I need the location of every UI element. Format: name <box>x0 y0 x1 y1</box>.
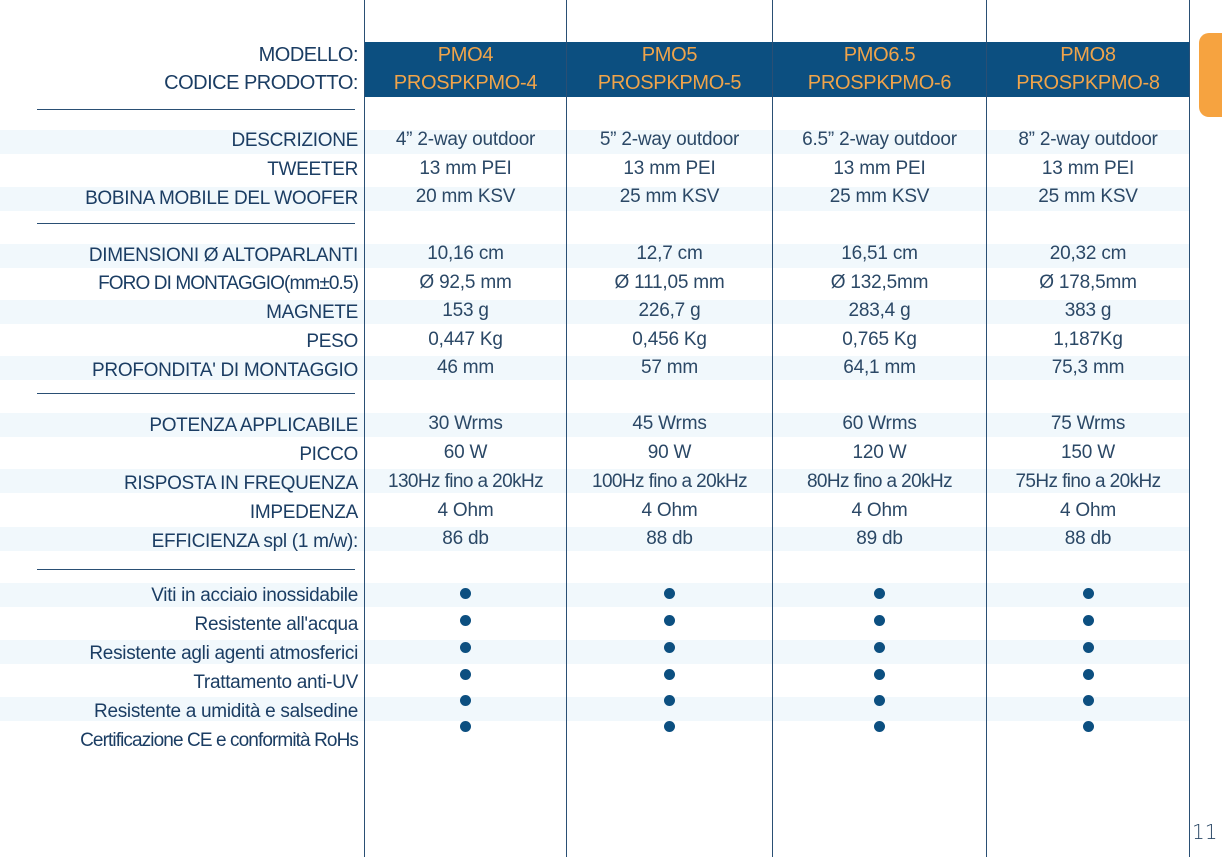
bullet-dot-icon <box>1083 669 1094 680</box>
bullet-dot-icon <box>1083 615 1094 626</box>
feature-dot <box>773 606 986 634</box>
spec-value: 4 Ohm <box>1059 500 1117 521</box>
spec-value: 100Hz fino a 20kHz <box>591 471 747 492</box>
spec-label-efficiency: EFFICIENZA spl (1 m/w): <box>151 531 358 552</box>
bullet-dot-icon <box>874 695 885 706</box>
section-divider <box>37 393 355 394</box>
bullet-dot-icon <box>460 642 471 653</box>
model-label: MODELLO: <box>258 44 358 66</box>
spec-value: 75Hz fino a 20kHz <box>1015 471 1161 492</box>
bullet-dot-icon <box>460 615 471 626</box>
feature-dot <box>987 579 1189 607</box>
section-divider <box>37 109 355 110</box>
bullet-dot-icon <box>664 588 675 599</box>
feature-label: Certificazione CE e conformità RoHs <box>80 730 358 751</box>
spec-value: Ø 92,5 mm <box>419 272 512 293</box>
spec-label-dimensions: DIMENSIONI Ø ALTOPARLANTI <box>88 245 358 266</box>
feature-label: Trattamento anti-UV <box>193 672 358 693</box>
section-divider <box>37 569 355 570</box>
spec-value: 86 db <box>442 528 489 549</box>
spec-value: 25 mm KSV <box>619 186 720 207</box>
feature-dot <box>773 712 986 740</box>
feature-dot <box>987 660 1189 688</box>
spec-label-power: POTENZA APPLICABILE <box>149 415 358 436</box>
bullet-dot-icon <box>1083 588 1094 599</box>
model-name: PMO8 <box>1060 44 1116 66</box>
spec-value: 13 mm PEI <box>1041 158 1135 179</box>
bullet-dot-icon <box>874 642 885 653</box>
spec-value: 64,1 mm <box>843 357 916 378</box>
spec-value: 46 mm <box>436 357 495 378</box>
feature-dot <box>365 633 566 661</box>
spec-value: 75 Wrms <box>1050 413 1126 434</box>
spec-value: 226,7 g <box>638 300 701 321</box>
product-code: PROSPKPMO-4 <box>393 72 538 94</box>
bullet-dot-icon <box>1083 642 1094 653</box>
product-code: PROSPKPMO-5 <box>597 72 742 94</box>
feature-dot <box>567 579 772 607</box>
spec-value: 30 Wrms <box>428 413 503 434</box>
spec-label-voice-coil: BOBINA MOBILE DEL WOOFER <box>85 188 358 209</box>
spec-label-mounting-depth: PROFONDITA' DI MONTAGGIO <box>92 360 358 381</box>
spec-value: 25 mm KSV <box>829 186 930 207</box>
spec-value: 120 W <box>852 442 907 463</box>
spec-value: 10,16 cm <box>427 243 504 264</box>
feature-dot <box>987 686 1189 714</box>
spec-label-peak: PICCO <box>299 444 358 465</box>
bullet-dot-icon <box>1083 695 1094 706</box>
spec-value: 16,51 cm <box>841 243 918 264</box>
spec-value: 13 mm PEI <box>833 158 926 179</box>
spec-value: 1,187Kg <box>1053 329 1123 350</box>
feature-dot <box>365 606 566 634</box>
section-divider <box>37 223 355 224</box>
feature-label: Resistente agli agenti atmosferici <box>89 643 358 664</box>
bullet-dot-icon <box>664 642 675 653</box>
spec-value: 8” 2-way outdoor <box>1018 129 1158 150</box>
bullet-dot-icon <box>664 721 675 732</box>
feature-dot <box>773 660 986 688</box>
spec-value: 150 W <box>1061 442 1115 463</box>
spec-value: 90 W <box>647 442 692 463</box>
feature-dot <box>365 660 566 688</box>
spec-value: 80Hz fino a 20kHz <box>806 471 953 492</box>
spec-value: 0,456 Kg <box>632 329 707 350</box>
spec-value: 45 Wrms <box>632 413 707 434</box>
spec-value: 6.5” 2-way outdoor <box>802 129 957 150</box>
feature-dot <box>773 633 986 661</box>
spec-value: 57 mm <box>640 357 699 378</box>
feature-dot <box>987 606 1189 634</box>
spec-value: 12,7 cm <box>636 243 703 264</box>
feature-dot <box>987 633 1189 661</box>
spec-value: 20,32 cm <box>1049 243 1127 264</box>
bullet-dot-icon <box>460 669 471 680</box>
model-name: PMO4 <box>437 44 494 66</box>
bullet-dot-icon <box>874 721 885 732</box>
spec-value: 4 Ohm <box>641 500 698 521</box>
spec-value: Ø 178,5mm <box>1039 272 1137 293</box>
bullet-dot-icon <box>664 615 675 626</box>
feature-dot <box>773 686 986 714</box>
feature-label: Viti in acciaio inossidabile <box>151 585 358 606</box>
spec-value: 5” 2-way outdoor <box>599 129 740 150</box>
spec-value: 25 mm KSV <box>1038 186 1138 207</box>
model-name: PMO5 <box>641 44 698 66</box>
bullet-dot-icon <box>460 588 471 599</box>
feature-label: Resistente all'acqua <box>194 614 358 635</box>
spec-value: 13 mm PEI <box>419 158 512 179</box>
bullet-dot-icon <box>874 588 885 599</box>
spec-value: 89 db <box>856 528 903 549</box>
bullet-dot-icon <box>664 695 675 706</box>
product-code: PROSPKPMO-8 <box>1016 72 1160 94</box>
spec-label-frequency-response: RISPOSTA IN FREQUENZA <box>123 473 358 494</box>
spec-value: 283,4 g <box>848 300 911 321</box>
section-tab <box>1199 33 1222 117</box>
feature-dot <box>365 712 566 740</box>
feature-label: Resistente a umidità e salsedine <box>94 701 358 722</box>
spec-label-impedance: IMPEDENZA <box>249 502 358 523</box>
spec-value: Ø 132,5mm <box>830 272 929 293</box>
spec-value: 4” 2-way outdoor <box>395 129 536 150</box>
feature-dot <box>567 660 772 688</box>
spec-value: 88 db <box>646 528 693 549</box>
model-name: PMO6.5 <box>843 44 916 66</box>
spec-value: 153 g <box>442 300 489 321</box>
spec-value: 13 mm PEI <box>623 158 716 179</box>
spec-value: 60 W <box>443 442 488 463</box>
feature-dot <box>567 633 772 661</box>
bullet-dot-icon <box>1083 721 1094 732</box>
product-code: PROSPKPMO-6 <box>807 72 952 94</box>
feature-dot <box>773 579 986 607</box>
page-number: 11 <box>1192 820 1218 844</box>
bullet-dot-icon <box>874 615 885 626</box>
feature-dot <box>567 686 772 714</box>
spec-value: Ø 111,05 mm <box>614 272 725 293</box>
spec-value: 4 Ohm <box>437 500 494 521</box>
spec-label-description: DESCRIZIONE <box>231 130 358 151</box>
spec-value: 0,765 Kg <box>842 329 917 350</box>
feature-dot <box>567 606 772 634</box>
feature-dot <box>987 712 1189 740</box>
bullet-dot-icon <box>460 695 471 706</box>
feature-dot <box>365 579 566 607</box>
feature-dot <box>567 712 772 740</box>
spec-value: 4 Ohm <box>851 500 908 521</box>
bullet-dot-icon <box>460 721 471 732</box>
product-code-label: CODICE PRODOTTO: <box>164 72 358 94</box>
bullet-dot-icon <box>874 669 885 680</box>
column-divider <box>1189 0 1190 857</box>
spec-label-tweeter: TWEETER <box>267 159 358 180</box>
spec-value: 60 Wrms <box>842 413 917 434</box>
spec-value: 0,447 Kg <box>428 329 503 350</box>
spec-value: 20 mm KSV <box>415 186 516 207</box>
spec-label-weight: PESO <box>306 331 358 352</box>
spec-value: 88 db <box>1064 528 1112 549</box>
feature-dot <box>365 686 566 714</box>
spec-value: 75,3 mm <box>1051 357 1125 378</box>
spec-value: 383 g <box>1064 300 1112 321</box>
spec-label-magnet: MAGNETE <box>266 302 358 323</box>
bullet-dot-icon <box>664 669 675 680</box>
spec-label-mounting-hole: FORO DI MONTAGGIO(mm±0.5) <box>98 273 358 294</box>
spec-value: 130Hz fino a 20kHz <box>387 471 543 492</box>
